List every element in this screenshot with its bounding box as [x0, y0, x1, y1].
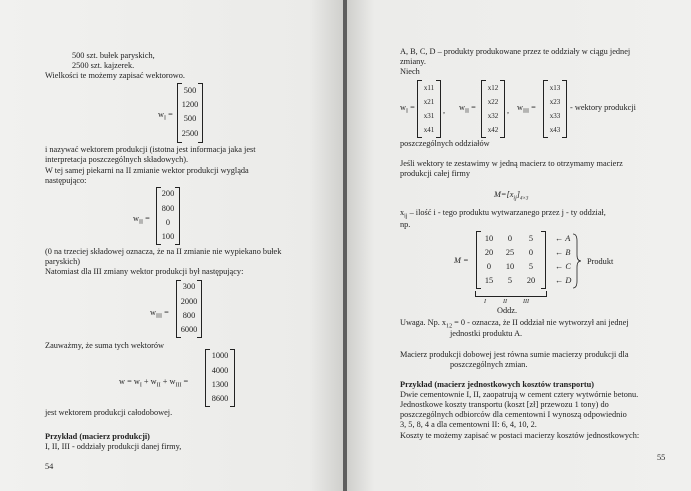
text-line: i nazywać wektorem produkcji (istotna jest informacja jaka jest — [45, 145, 256, 154]
text-line: np. — [400, 220, 411, 229]
text-line: Koszty te możemy zapisać w postaci macierzy kosztów jednostkowych: — [400, 431, 640, 440]
example-title: Przykład (macierz jednostkowych kosztów transportu) — [400, 380, 595, 389]
matrix-cell: 0 — [507, 234, 513, 243]
vector-cell: 6000 — [180, 325, 198, 334]
text-line: poszczególnych odbiorców dla cementowni I wynoszą odpowiednio — [400, 410, 627, 419]
vector-cell: 2000 — [180, 297, 198, 306]
text-line: interpretacja poszczególnych składowych). — [45, 155, 189, 164]
vector-cell: x41 — [423, 126, 435, 134]
vector-cell: x23 — [549, 98, 561, 106]
example-title: Przykład (macierz produkcji) — [45, 432, 150, 441]
vector-cell: 0 — [165, 218, 171, 227]
matrix-cell: 5 — [507, 276, 513, 285]
text-line: poszczególnych zmian. — [450, 360, 528, 369]
text-line: 500 szt. bułek paryskich, — [72, 51, 155, 60]
col-caption: Oddz. — [497, 306, 518, 315]
vector-cell: x21 — [423, 98, 435, 106]
vector-label: $w_{III}$ = — [517, 103, 536, 115]
vector-cell: x31 — [423, 112, 435, 120]
text-line: paryskich) — [45, 257, 81, 266]
vector-cell: 100 — [161, 232, 175, 241]
vector-label: $w_{II}$ = — [133, 214, 150, 226]
col-label: II — [503, 299, 507, 305]
vector-wII-symbolic — [481, 80, 505, 138]
vector-cell: 300 — [182, 282, 196, 291]
matrix-cell: 10 — [505, 262, 515, 271]
page-number: 54 — [45, 462, 54, 471]
vector-cell: x11 — [423, 84, 435, 92]
separator: , — [443, 106, 446, 115]
vector-cell: 8600 — [211, 394, 229, 403]
matrix-cell: 5 — [528, 262, 534, 271]
text-line: poszczególnych oddziałów — [400, 139, 490, 148]
matrix-cell: 20 — [484, 248, 494, 257]
col-label: I — [484, 299, 486, 305]
text-line: produkcji całej firmy — [400, 169, 471, 178]
matrix-cell: 5 — [528, 234, 534, 243]
row-label: ← D — [555, 276, 572, 285]
vector-cell: 800 — [161, 204, 175, 213]
vector-cell: 200 — [161, 189, 175, 198]
vector-label: $w_I$ = — [158, 110, 173, 122]
sum-formula: $w = w_I + w_{II} + w_{III}$ = — [119, 377, 189, 389]
text-line: A, B, C, D – produkty produkowane przez te oddziały w ciągu jednej — [400, 47, 631, 56]
vector-cell: 4000 — [211, 366, 229, 375]
row-label: ← A — [555, 234, 571, 243]
text-line: Natomiast dla III zmiany wektor produkcji był następujący: — [45, 267, 244, 276]
brace-label: Produkt — [587, 257, 614, 266]
vector-wII — [156, 187, 180, 245]
vector-cell: x43 — [549, 126, 561, 134]
text-line: $x_{ij}$ – ilość i - tego produktu wytwarzanego przez j - ty oddział, — [400, 208, 606, 220]
matrix-label: M = — [454, 256, 469, 265]
vector-cell: 500 — [183, 114, 197, 123]
vector-cell: 500 — [183, 86, 197, 95]
text-line: I, II, III - oddziały produkcji danej firmy, — [45, 442, 182, 451]
text-line: jednostki produktu A. — [450, 329, 523, 338]
matrix-cell: 25 — [505, 248, 515, 257]
row-label: ← C — [555, 262, 571, 271]
vector-wI — [177, 83, 203, 143]
vector-label: $w_I$ = — [400, 103, 415, 115]
vector-caption: - wektory produkcji — [570, 103, 636, 112]
page-number: 55 — [657, 453, 666, 462]
text-line: (0 na trzeciej składowej oznacza, że na II zmianie nie wypiekano bułek — [45, 247, 282, 256]
vector-label: $w_{III}$ = — [150, 308, 169, 320]
vector-cell: 1000 — [211, 351, 229, 360]
vector-wIII-symbolic — [543, 80, 567, 138]
text-line: 2500 szt. kajzerek. — [72, 61, 135, 70]
matrix-cell: 10 — [484, 234, 494, 243]
vector-cell: 1300 — [211, 380, 229, 389]
vector-sum — [205, 349, 235, 407]
vector-cell: 800 — [182, 311, 196, 320]
matrix-cell: 0 — [486, 262, 492, 271]
vector-wI-symbolic — [417, 80, 441, 138]
text-line: Jeśli wektory te zestawimy w jedną macierz to otrzymamy macierz — [400, 159, 623, 168]
production-matrix — [476, 231, 546, 289]
text-line: następująco: — [45, 176, 87, 185]
matrix-cell: 0 — [528, 248, 534, 257]
text-line: Macierz produkcji dobowej jest równa sumie macierzy produkcji dla — [400, 350, 629, 359]
vector-cell: x42 — [487, 126, 499, 134]
row-label: ← B — [555, 248, 571, 257]
text-line: zmiany. — [400, 57, 426, 66]
text-line: Jednostkowe koszty transportu (koszt [zł] przewozu 1 tony) do — [400, 400, 609, 409]
right-brace-icon — [572, 233, 582, 289]
vector-cell: x33 — [549, 112, 561, 120]
text-line: Dwie cementownie I, II, zaopatrują w cement cztery wytwórnie betonu. — [400, 390, 639, 399]
text-line: W tej samej piekarni na II zmianie wektor produkcji wygląda — [45, 166, 249, 175]
text-line: Uwaga. Np. $x_{12} = 0$ - oznacza, że II oddział nie wytworzył ani jednej — [400, 318, 629, 330]
vector-cell: x22 — [487, 98, 499, 106]
right-page — [347, 0, 691, 491]
text-line: Zauważmy, że suma tych wektorów — [45, 341, 165, 350]
vector-cell: x13 — [549, 84, 561, 92]
text-line: 3, 5, 8, 4 a dla cementowni II: 6, 4, 10, 2. — [400, 420, 537, 429]
vector-cell: x12 — [487, 84, 499, 92]
matrix-cell: 20 — [526, 276, 536, 285]
vector-label: $w_{II}$ = — [459, 103, 476, 115]
vector-cell: x32 — [487, 112, 499, 120]
vector-wIII — [176, 280, 202, 338]
vector-cell: 1200 — [181, 100, 199, 109]
text-line: jest wektorem produkcji całodobowej. — [45, 408, 173, 417]
text-line: Niech — [400, 67, 420, 76]
vector-cell: 2500 — [181, 129, 199, 138]
matrix-cell: 15 — [484, 276, 494, 285]
matrix-definition: $M=[x_{ij}]_{4\times 3}$ — [494, 190, 529, 202]
col-label: III — [523, 299, 529, 305]
text-line: Wielkości te możemy zapisać wektorowo. — [45, 71, 185, 80]
left-page — [0, 0, 344, 491]
separator: , — [507, 106, 510, 115]
